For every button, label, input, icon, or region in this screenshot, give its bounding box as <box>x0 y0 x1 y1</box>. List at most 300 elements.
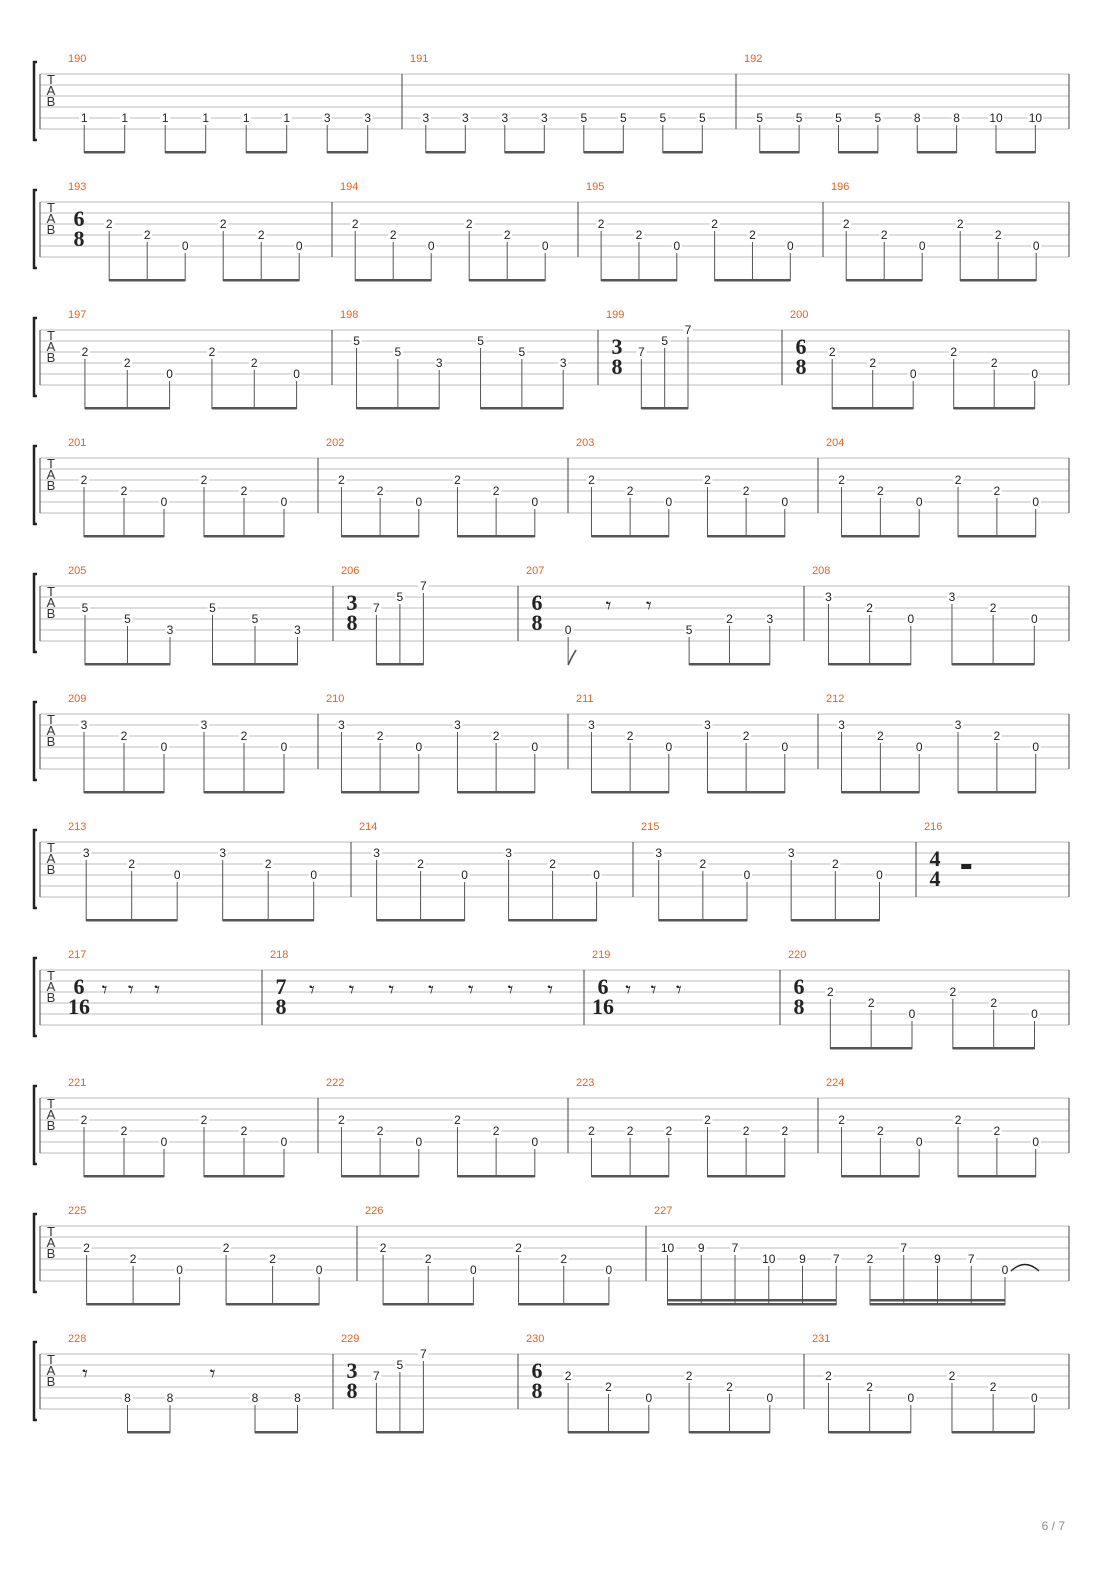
fret-number: 0 <box>1032 1135 1040 1149</box>
fret-number: 2 <box>866 601 873 615</box>
fret-number: 2 <box>711 217 718 231</box>
fret-number: 5 <box>396 590 404 604</box>
measure <box>341 1333 428 1434</box>
fret-number: 0 <box>280 740 288 754</box>
fret-number: 2 <box>626 729 634 743</box>
fret-number: 2 <box>993 729 1001 743</box>
measure-number: 219 <box>592 949 611 961</box>
measure-number: 205 <box>68 565 87 577</box>
beam <box>842 791 920 794</box>
fret-number: 0 <box>470 1263 477 1277</box>
fret-number: 3 <box>505 846 512 860</box>
tab-clef-letter: T <box>47 456 55 471</box>
measure <box>924 821 971 891</box>
beam <box>830 1047 912 1050</box>
measure-number: 196 <box>831 181 850 193</box>
fret-number: 9 <box>697 1241 705 1255</box>
tab-system <box>34 53 1069 154</box>
fret-number: 8 <box>953 111 960 125</box>
beam <box>341 535 418 538</box>
fret-number: 0 <box>415 740 423 754</box>
tab-clef-letter: A <box>46 339 56 354</box>
tab-system <box>34 565 1069 666</box>
fret-number: 0 <box>665 740 673 754</box>
fret-number: 0 <box>673 239 681 253</box>
measure <box>326 1077 540 1178</box>
fret-number: 0 <box>166 367 173 381</box>
eighth-rest: 𝄾 <box>428 978 434 1003</box>
beam <box>958 535 1036 538</box>
beam <box>109 279 185 282</box>
fret-number: 0 <box>1030 1391 1038 1405</box>
measure <box>790 309 1040 410</box>
fret-number: 2 <box>351 217 359 231</box>
fret-number: 2 <box>128 857 136 871</box>
page-number: 6 / 7 <box>1041 1519 1065 1533</box>
measure <box>68 53 373 154</box>
fret-number: 2 <box>120 729 128 743</box>
fret-number: 2 <box>338 473 345 487</box>
fret-number: 2 <box>240 484 248 498</box>
fret-number: 2 <box>123 356 131 370</box>
measure-number: 206 <box>341 565 360 577</box>
measure <box>744 53 1043 154</box>
system-bracket <box>34 1086 37 1164</box>
measure <box>641 821 885 922</box>
measure-number: 193 <box>68 181 87 193</box>
fret-number: 0 <box>876 868 883 882</box>
time-signature-bottom: 4 <box>929 866 941 891</box>
fret-number: 2 <box>665 1124 673 1138</box>
fret-number: 3 <box>373 846 380 860</box>
beam <box>355 279 431 282</box>
beam <box>917 151 956 154</box>
fret-number: 3 <box>559 356 567 370</box>
tab-clef-letter: T <box>47 584 55 599</box>
tab-clef-letter: A <box>46 851 56 866</box>
fret-number: 7 <box>967 1252 975 1266</box>
fret-number: 0 <box>415 1135 423 1149</box>
measure <box>326 693 540 794</box>
fret-number: 0 <box>665 495 673 509</box>
fret-number: 7 <box>637 345 645 359</box>
fret-number: 1 <box>242 111 250 125</box>
measure <box>68 437 289 538</box>
beam <box>689 663 770 666</box>
time-signature-bottom: 8 <box>795 354 807 379</box>
fret-number: 2 <box>867 996 875 1010</box>
beam <box>86 919 177 922</box>
fret-number: 2 <box>880 228 888 242</box>
beam <box>84 151 125 154</box>
measure <box>812 1333 1039 1434</box>
system-bracket <box>34 446 37 524</box>
fret-number: 0 <box>1001 1263 1009 1277</box>
measure-number: 225 <box>68 1205 87 1217</box>
tab-clef-letter: A <box>46 1363 56 1378</box>
time-signature-top: 6 <box>597 974 609 999</box>
fret-number: 2 <box>143 228 151 242</box>
fret-number: 5 <box>209 601 216 615</box>
measure-number: 203 <box>576 437 595 449</box>
fret-number: 5 <box>251 612 259 626</box>
measure <box>68 565 303 666</box>
fret-number: 0 <box>564 623 572 637</box>
measure <box>68 309 302 410</box>
fret-number: 0 <box>1031 367 1039 381</box>
tab-clef-letter: B <box>46 1118 56 1133</box>
fret-number: 5 <box>124 612 131 626</box>
fret-number: 3 <box>954 718 962 732</box>
measure-number: 231 <box>812 1333 831 1345</box>
fret-number: 0 <box>1031 1007 1038 1021</box>
fret-number: 2 <box>208 345 216 359</box>
beam <box>377 919 465 922</box>
fret-number: 0 <box>645 1391 653 1405</box>
beam <box>870 1303 1005 1306</box>
fret-number: 8 <box>294 1391 301 1405</box>
time-signature-bottom: 8 <box>346 1378 358 1403</box>
fret-number: 10 <box>1028 111 1043 125</box>
eighth-rest: 𝄾 <box>388 978 395 1003</box>
note-flag <box>568 650 576 665</box>
fret-number: 2 <box>454 473 461 487</box>
beam <box>223 279 299 282</box>
fret-number: 3 <box>323 111 331 125</box>
fret-number: 9 <box>934 1252 941 1266</box>
fret-number: 0 <box>531 495 539 509</box>
measure <box>586 181 795 282</box>
measure-number: 191 <box>410 53 429 65</box>
beam <box>223 919 314 922</box>
fret-number: 0 <box>293 367 300 381</box>
fret-number: 0 <box>918 239 926 253</box>
time-signature-bottom: 8 <box>346 610 358 635</box>
eighth-rest: 𝄾 <box>605 594 612 619</box>
fret-number: 3 <box>422 111 430 125</box>
beam <box>212 407 297 410</box>
tab-clef-letter: B <box>46 606 56 621</box>
fret-number: 3 <box>704 718 711 732</box>
time-signature-bottom: 16 <box>592 994 614 1019</box>
fret-number: 0 <box>531 1135 539 1149</box>
fret-number: 3 <box>838 718 845 732</box>
beam <box>255 1431 298 1434</box>
tab-system <box>34 309 1069 410</box>
fret-number: 2 <box>866 1380 873 1394</box>
measure-number: 194 <box>340 181 359 193</box>
beam <box>87 1303 180 1306</box>
fret-number: 3 <box>294 623 301 637</box>
measure-number: 221 <box>68 1077 87 1089</box>
fret-number: 2 <box>826 985 834 999</box>
fret-number: 2 <box>240 1124 248 1138</box>
beam <box>828 663 910 666</box>
eighth-rest: 𝄾 <box>209 1362 216 1387</box>
beam <box>204 1175 284 1178</box>
fret-number: 5 <box>619 111 627 125</box>
tab-clef-letter: B <box>46 862 56 877</box>
beam <box>457 1175 534 1178</box>
fret-number: 3 <box>82 846 90 860</box>
fret-number: 0 <box>781 740 789 754</box>
fret-number: 5 <box>659 111 667 125</box>
eighth-rest: 𝄾 <box>308 978 315 1003</box>
fret-number: 3 <box>825 590 832 604</box>
eighth-rest: 𝄾 <box>675 978 682 1003</box>
beam <box>327 151 368 154</box>
beam <box>204 791 284 794</box>
fret-number: 0 <box>541 239 549 253</box>
time-signature-top: 6 <box>531 590 543 615</box>
tab-clef-letter: B <box>46 990 56 1005</box>
time-signature-top: 6 <box>795 334 807 359</box>
time-signature-top: 3 <box>346 1358 358 1383</box>
fret-number: 2 <box>993 1124 1001 1138</box>
measure <box>68 821 319 922</box>
fret-number: 10 <box>762 1252 776 1266</box>
eighth-rest: 𝄾 <box>547 978 554 1003</box>
beam <box>870 1299 1005 1302</box>
fret-number: 2 <box>80 473 88 487</box>
measure-number: 192 <box>744 53 763 65</box>
beam <box>85 407 170 410</box>
time-signature-top: 3 <box>346 590 358 615</box>
beam <box>426 151 466 154</box>
beam <box>357 407 440 410</box>
fret-number: 2 <box>950 345 958 359</box>
fret-number: 7 <box>420 579 427 593</box>
system-bracket <box>34 702 37 780</box>
beam <box>689 1431 770 1434</box>
fret-number: 0 <box>907 1391 915 1405</box>
fret-number: 2 <box>376 729 384 743</box>
fret-number: 0 <box>908 1007 916 1021</box>
beam <box>601 279 677 282</box>
tab-clef-letter: A <box>46 211 56 226</box>
tab-clef-letter: B <box>46 350 56 365</box>
beam <box>958 1175 1036 1178</box>
fret-number: 5 <box>580 111 588 125</box>
fret-number: 8 <box>251 1391 259 1405</box>
fret-number: 2 <box>838 1113 845 1127</box>
fret-number: 1 <box>161 111 169 125</box>
fret-number: 2 <box>993 484 1001 498</box>
fret-number: 5 <box>81 601 89 615</box>
beam <box>659 919 747 922</box>
beam <box>213 663 298 666</box>
fret-number: 5 <box>477 334 484 348</box>
fret-number: 5 <box>353 334 360 348</box>
beam <box>591 535 668 538</box>
tab-clef-letter: A <box>46 595 56 610</box>
fret-number: 0 <box>310 868 318 882</box>
beam <box>952 663 1034 666</box>
fret-number: 8 <box>913 111 921 125</box>
beam <box>591 1175 668 1178</box>
fret-number: 0 <box>605 1263 613 1277</box>
tab-system <box>34 821 1069 922</box>
fret-number: 0 <box>461 868 468 882</box>
fret-number: 0 <box>315 1263 323 1277</box>
fret-number: 0 <box>766 1391 774 1405</box>
fret-number: 2 <box>990 996 998 1010</box>
measure <box>812 565 1039 666</box>
beam <box>584 151 624 154</box>
eighth-rest: 𝄾 <box>507 978 514 1003</box>
fret-number: 8 <box>166 1391 174 1405</box>
beam <box>791 919 879 922</box>
measure-number: 212 <box>826 693 845 705</box>
measure-number: 200 <box>790 309 809 321</box>
fret-number: 2 <box>699 857 707 871</box>
fret-number: 2 <box>597 217 605 231</box>
fret-number: 2 <box>81 345 89 359</box>
beam <box>996 151 1035 154</box>
fret-number: 2 <box>200 473 208 487</box>
measure <box>68 949 160 1019</box>
fret-number: 2 <box>842 217 850 231</box>
fret-number: 2 <box>831 857 839 871</box>
fret-number: 2 <box>492 484 500 498</box>
beam <box>457 535 534 538</box>
tab-system <box>34 181 1069 282</box>
fret-number: 2 <box>626 1124 634 1138</box>
fret-number: 3 <box>338 718 345 732</box>
measure-number: 224 <box>826 1077 845 1089</box>
measure <box>576 693 790 794</box>
fret-number: 2 <box>219 217 227 231</box>
fret-number: 2 <box>869 356 877 370</box>
beam <box>842 1175 920 1178</box>
fret-number: 3 <box>454 718 461 732</box>
eighth-rest: 𝄾 <box>348 978 355 1003</box>
time-signature-bottom: 8 <box>73 226 85 251</box>
fret-number: 0 <box>160 740 168 754</box>
fret-number: 2 <box>742 1124 750 1138</box>
fret-number: 7 <box>420 1347 427 1361</box>
tab-clef-letter: T <box>47 200 55 215</box>
fret-number: 2 <box>379 1241 387 1255</box>
fret-number: 2 <box>989 601 997 615</box>
measure <box>526 565 775 666</box>
measure <box>410 53 707 154</box>
tab-clef-letter: A <box>46 83 56 98</box>
fret-number: 7 <box>373 1369 380 1383</box>
measure <box>68 181 304 282</box>
fret-number: 2 <box>83 1241 90 1255</box>
time-signature-top: 6 <box>73 974 85 999</box>
fret-number: 2 <box>250 356 258 370</box>
fret-number: 0 <box>1030 612 1038 626</box>
fret-number: 0 <box>743 868 751 882</box>
beam <box>509 919 597 922</box>
fret-number: 2 <box>269 1252 276 1266</box>
beam <box>707 535 784 538</box>
fret-number: 2 <box>492 1124 500 1138</box>
tab-clef-letter: T <box>47 1096 55 1111</box>
eighth-rest: 𝄾 <box>625 978 632 1003</box>
measure-number: 215 <box>641 821 660 833</box>
tab-clef-letter: B <box>46 94 56 109</box>
measure <box>526 1333 775 1434</box>
measure-number: 201 <box>68 437 87 449</box>
fret-number: 0 <box>907 612 915 626</box>
system-bracket <box>34 574 37 652</box>
measure-number: 216 <box>924 821 943 833</box>
measure-number: 230 <box>526 1333 545 1345</box>
whole-rest <box>961 864 971 869</box>
beam <box>457 791 534 794</box>
measure <box>826 1077 1041 1178</box>
system-bracket <box>34 318 37 396</box>
fret-number: 3 <box>364 111 372 125</box>
time-signature-top: 3 <box>611 334 623 359</box>
beam <box>832 407 913 410</box>
beam <box>376 1431 423 1434</box>
fret-number: 3 <box>200 718 208 732</box>
fret-number: 2 <box>560 1252 568 1266</box>
time-signature-bottom: 16 <box>68 994 90 1019</box>
fret-number: 2 <box>726 612 733 626</box>
fret-number: 0 <box>786 239 794 253</box>
fret-number: 2 <box>749 228 756 242</box>
fret-number: 2 <box>956 217 964 231</box>
fret-number: 0 <box>1032 495 1040 509</box>
tab-clef-letter: A <box>46 467 56 482</box>
fret-number: 2 <box>877 484 884 498</box>
fret-number: 2 <box>549 857 556 871</box>
fret-number: 2 <box>838 473 845 487</box>
fret-number: 2 <box>120 484 128 498</box>
measure <box>606 309 693 410</box>
fret-number: 2 <box>588 473 595 487</box>
measure-number: 208 <box>812 565 831 577</box>
measure-number: 195 <box>586 181 605 193</box>
fret-number: 5 <box>661 334 669 348</box>
fret-number: 8 <box>124 1391 131 1405</box>
fret-number: 0 <box>181 239 189 253</box>
measure-number: 220 <box>788 949 807 961</box>
time-signature-bottom: 8 <box>531 610 543 635</box>
fret-number: 2 <box>338 1113 345 1127</box>
beam <box>481 407 564 410</box>
fret-number: 2 <box>564 1369 572 1383</box>
beam <box>846 279 922 282</box>
tab-clef-letter: T <box>47 1352 55 1367</box>
fret-number: 2 <box>264 857 272 871</box>
fret-number: 10 <box>989 111 1003 125</box>
measure <box>592 949 682 1019</box>
tab-clef-letter: T <box>47 968 55 983</box>
measure-number: 223 <box>576 1077 595 1089</box>
eighth-rest: 𝄾 <box>467 978 474 1003</box>
fret-number: 2 <box>726 1380 733 1394</box>
fret-number: 2 <box>742 729 750 743</box>
measure-number: 228 <box>68 1333 87 1345</box>
beam <box>954 407 1035 410</box>
measure <box>365 1205 614 1306</box>
tab-clef-letter: A <box>46 979 56 994</box>
fret-number: 2 <box>704 1113 711 1127</box>
measure-number: 197 <box>68 309 87 321</box>
fret-number: 2 <box>503 228 511 242</box>
measure-number: 229 <box>341 1333 360 1345</box>
tab-system <box>34 949 1069 1050</box>
measure-number: 217 <box>68 949 87 961</box>
time-signature-top: 6 <box>73 206 85 231</box>
beam <box>641 407 688 410</box>
